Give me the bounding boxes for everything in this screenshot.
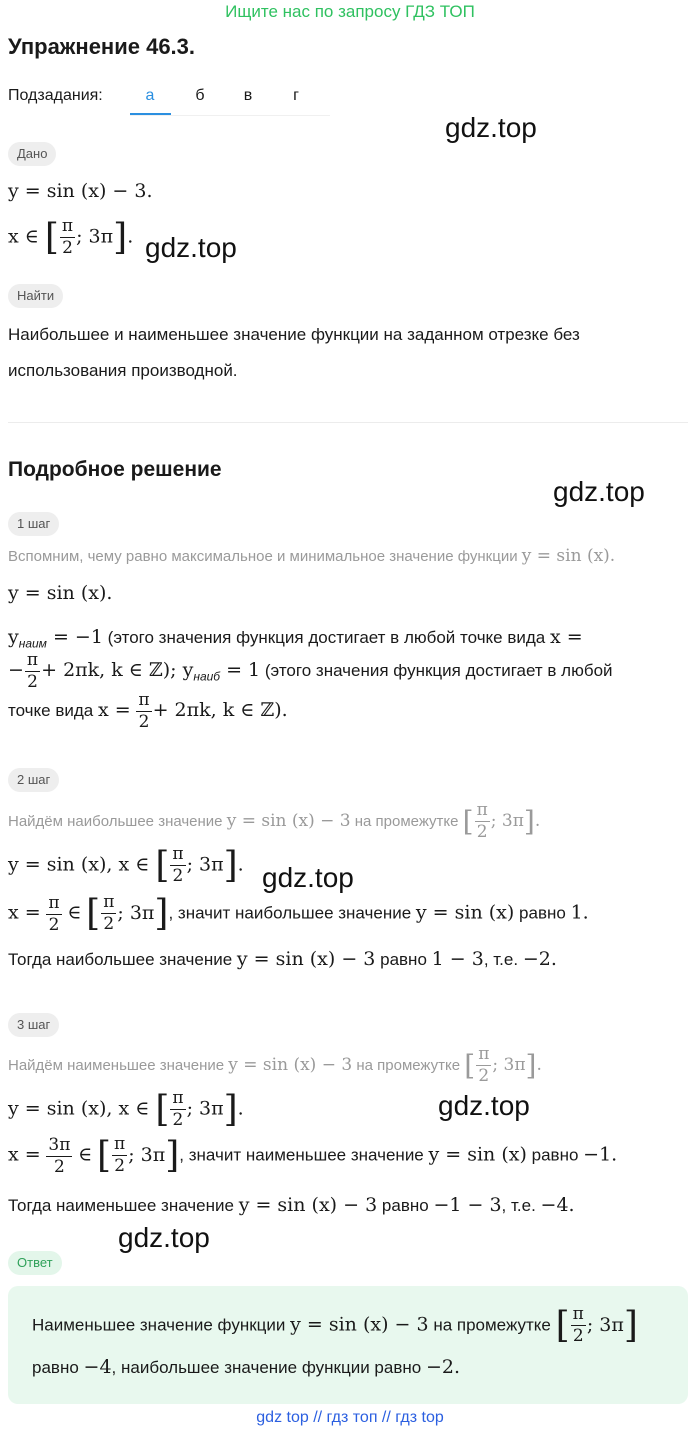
watermark: gdz.top [445, 112, 537, 143]
tab-g[interactable]: г [293, 87, 299, 104]
subtasks-label: Подзадания: [8, 87, 103, 104]
watermark: gdz.top [118, 1222, 210, 1253]
tab-b[interactable]: б [195, 87, 205, 104]
active-tab-indicator [130, 113, 171, 115]
tabs-divider [130, 115, 330, 116]
tab-v[interactable]: в [243, 87, 253, 104]
step2-line: x = $\frac{\pi}{2}$ ∈ [ $\frac{\pi}{2}$ ; 3π], значит наибольшее значение y = sin (x) равно 1. [8, 892, 589, 935]
answer-badge: Ответ [8, 1251, 62, 1275]
step1-equation: y = sin (x). [8, 582, 113, 604]
promo-banner[interactable]: Ищите нас по запросу ГДЗ ТОП [225, 2, 475, 21]
answer-line2: равно −4, наибольшее значение функции равно −2. [32, 1356, 460, 1378]
find-text-line2: использования производной. [8, 361, 238, 380]
given-interval-prefix: x ∈ [8, 225, 39, 248]
step2-equation: y = sin (x), x ∈ [ $\frac{\pi}{2}$ ; 3π]. [8, 844, 244, 886]
step1-badge: 1 шаг [8, 512, 59, 536]
fraction: $\frac{\pi}{2}$ [61, 216, 74, 258]
section-divider [8, 422, 688, 423]
step1-line3: точке вида x = $\frac{\pi}{2}$ + 2πk, k ∈ ℤ). [8, 690, 288, 732]
step2-intro: Найдём наибольшее значение y = sin (x) − 3 на промежутке [ $\frac{\pi}{2}$ ; 3π]. [8, 800, 541, 842]
tab-a[interactable]: а [145, 87, 155, 104]
fraction: $\frac{\pi}{2}$ [138, 690, 150, 732]
page-title: Упражнение 46.3. [8, 34, 196, 59]
watermark: gdz.top [262, 862, 354, 893]
step1-intro: Вспомним, чему равно максимальное и минимальное значение функции y = sin (x). [8, 546, 616, 566]
watermark: gdz.top [553, 476, 645, 507]
step3-badge: 3 шаг [8, 1013, 59, 1037]
answer-box [8, 1286, 688, 1404]
step3-conclusion: Тогда наименьшее значение y = sin (x) − 3 равно −1 − 3, т.е. −4. [8, 1194, 575, 1216]
step2-conclusion: Тогда наибольшее значение y = sin (x) − 3 равно 1 − 3, т.е. −2. [8, 948, 557, 970]
answer-line1: Наименьшее значение функции y = sin (x) − 3 на промежутке [ $\frac{\pi}{2}$ ; 3π] [32, 1304, 638, 1346]
watermark: gdz.top [438, 1090, 530, 1121]
step2-badge: 2 шаг [8, 768, 59, 792]
step1-line2: − $\frac{\pi}{2}$ + 2πk, k ∈ ℤ); $y_{наиб} = 1$ (этого значения функция достигает в любой [8, 650, 613, 692]
given-interval: x ∈ [ $\frac{\pi}{2}$ ; 3π]. [8, 216, 134, 258]
step1-line1: $y_{наим} = -1$ (этого значения функция достигает в любой точке вида x = [8, 626, 583, 651]
given-badge: Дано [8, 142, 56, 166]
step3-equation: y = sin (x), x ∈ [ $\frac{\pi}{2}$ ; 3π]. [8, 1088, 244, 1130]
given-equation: y = sin (x) − 3. [8, 180, 153, 202]
footer-links[interactable]: gdz top // гдз топ // гдз top [256, 1409, 444, 1426]
find-badge: Найти [8, 284, 63, 308]
find-text-line1: Наибольшее и наименьшее значение функции на заданном отрезке без [8, 325, 580, 344]
solution-heading: Подробное решение [8, 458, 222, 481]
fraction: $\frac{\pi}{2}$ [26, 650, 39, 692]
step3-intro: Найдём наименьшее значение y = sin (x) − 3 на промежутке [ $\frac{\pi}{2}$ ; 3π]. [8, 1044, 542, 1086]
step3-line: x = $\frac{3\pi}{2}$ ∈ [ $\frac{\pi}{2}$ ; 3π], значит наименьшее значение y = sin (x) равно −1. [8, 1134, 618, 1177]
watermark: gdz.top [145, 232, 237, 263]
